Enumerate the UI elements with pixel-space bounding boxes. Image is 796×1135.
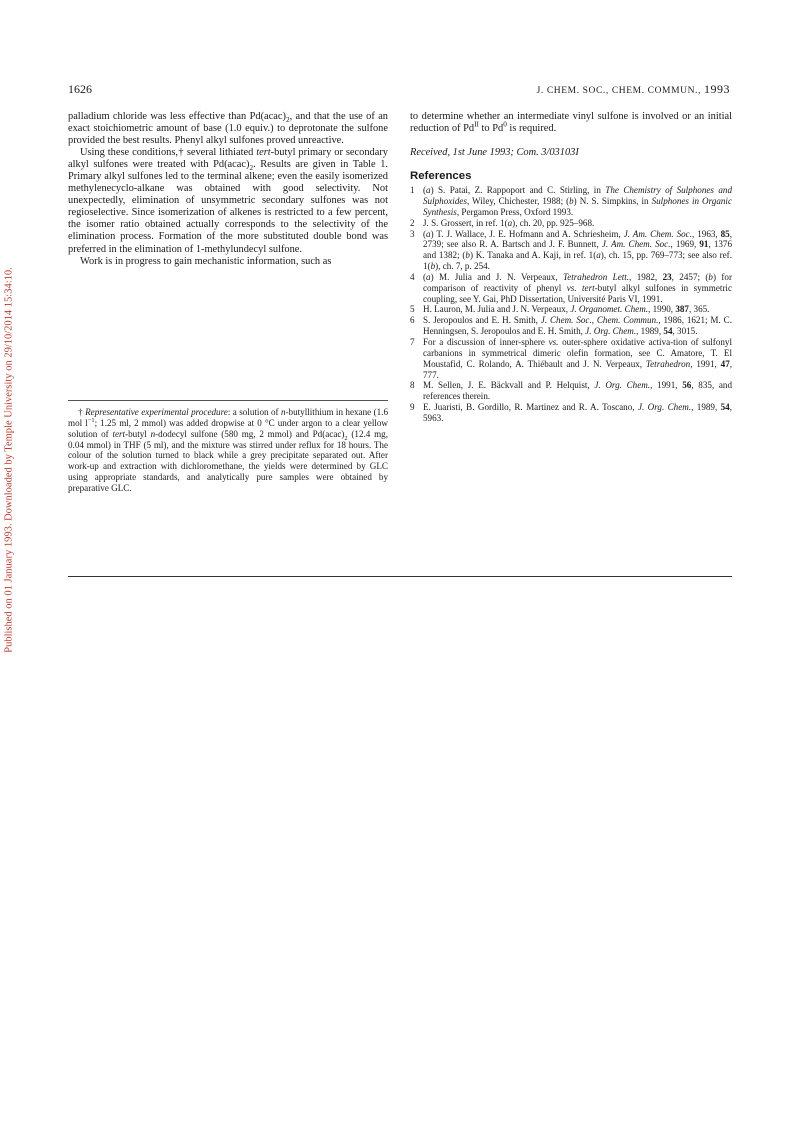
page-number: 1626: [68, 82, 92, 96]
footnote-experimental: † Representative experimental procedure: a solution of n-butyllithium in hexane (1.6 mol $l^{-1}$; 1.25 ml, 2 mmol) was added dropwise at 0 °C under argon to a clear yellow solution of tert-butyl n-dodecyl sulfone (580 mg, 2 mmol) and $Pd(acac)_2$ (12.4 mg, 0.04 mmol) in THF (5 ml), and the mixture was stirred under reflux for 18 hours. The colour of the solution turned to black while a grey precipitate separated out. After work-up and extraction with dichloromethane, the yields were determined by GLC using appropriate standards, and analytically pure samples were obtained by preparative GLC.: [68, 407, 388, 493]
references-list: [410, 185, 732, 424]
running-head: [537, 82, 730, 97]
download-watermark-text: Published on 01 January 1993. Downloaded by Temple University on 29/10/2014 15:34:10.: [3, 267, 15, 653]
references-heading: References: [410, 170, 472, 183]
reference-item: 2 J. S. Grossert, in ref. 1(a), ch. 20, pp. 925–968.: [410, 217, 595, 228]
reference-number: 2: [410, 217, 415, 228]
right-column: [410, 111, 732, 424]
reference-item: 4 (a) M. Julia and J. N. Verpeaux, Tetrahedron Lett., 1982, 23, 2457; (b) for comparison of reactivity of phenyl vs. tert-butyl alkyl sulfones in symmetric coupling, see Y. Gai, PhD Dissertation, Université Paris VI, 1991.: [410, 271, 732, 304]
paragraph-palladium-chloride: palladium chloride was less effective than $Pd(acac)_2$, and that the use of an exact stoichiometric amount of base (1.0 equiv.) to deprotonate the sulfone provided the best results. Phenyl alkyl sulfones proved unreactive.: [68, 111, 389, 147]
paragraph-work-in-progress: Work is in progress to gain mechanistic information, such as: [80, 255, 332, 267]
download-watermark: [2, 240, 16, 680]
reference-number: 1: [410, 185, 415, 196]
footnote-divider: [68, 400, 388, 401]
reference-number: 3: [410, 228, 415, 239]
page-bottom-rule: [68, 576, 732, 577]
reference-item: 6 S. Jeropoulos and E. H. Smith, J. Chem. Soc., Chem. Commun., 1986, 1621; M. C. Henningsen, S. Jeropoulos and E. H. Smith, J. Org. Chem., 1989, 54, 3015.: [410, 315, 732, 337]
reference-number: 7: [410, 337, 415, 347]
reference-number: 6: [410, 315, 415, 326]
reference-item: 8 M. Sellen, J. E. Bäckvall and P. Helquist, J. Org. Chem., 1991, 56, 835, and references therein.: [410, 380, 732, 402]
reference-number: 4: [410, 271, 415, 282]
reference-item: 9 E. Juaristi, B. Gordillo, R. Martinez and R. A. Toscano, J. Org. Chem., 1989, 54, 5963.: [410, 402, 732, 423]
reference-number: 8: [410, 380, 415, 391]
reference-number: 5: [410, 304, 415, 315]
journal-year: 1993: [704, 82, 730, 96]
reference-item: 3 (a) T. J. Wallace, J. E. Hofmann and A. Schriesheim, J. Am. Chem. Soc., 1963, 85, 2739; see also R. A. Bartsch and J. F. Bunnett, J. Am. Chem. Soc., 1969, 91, 1376 and 1382; (b) K. Tanaka and A. Kaji, in ref. 1(a), ch. 15, pp. 769–773; see also ref. 1(b), ch. 7, p. 254.: [410, 228, 733, 272]
left-column: [68, 111, 388, 268]
paragraph-vinyl-sulfone: to determine whether an intermediate vinyl sulfone is involved or an initial reduction of $Pd^{II}$ to Pd$^0$ is required.: [410, 111, 732, 135]
paragraph-results: Using these conditions,† several lithiated tert-butyl primary or secondary alkyl sulfones were treated with $Pd(acac)_2$. Results are given in Table 1. Primary alkyl sulfones led to the terminal alkene; even the easily isomerized methylenecyclo-alkane was obtained with good selectivity. Not unexpectedly, elimination of unsymmetric secondary sulfones was not regioselective. Since isomerization of alkenes is restricted to a few percent, the isomer ratio obtained actually corresponds to the selectivity of the elimination process. Formation of the more substituted double bond was preferred in the elimination of 1-methylundecyl sulfone.: [68, 147, 389, 255]
reference-item: 5 H. Lauron, M. Julia and J. N. Verpeaux, J. Organomet. Chem., 1990, 387, 365.: [410, 304, 710, 315]
reference-number: 9: [410, 402, 415, 413]
received-date: Received, 1st June 1993; Com. 3/03103I: [410, 147, 579, 159]
reference-item: 1 (a) S. Patai, Z. Rappoport and C. Stirling, in The Chemistry of Sulphones and Sulphoxides, Wiley, Chichester, 1988; (b) N. S. Simpkins, in Sulphones in Organic Synthesis, Pergamon Press, Oxford 1993.: [410, 185, 732, 217]
journal-name: J. CHEM. SOC., CHEM. COMMUN.,: [536, 86, 702, 96]
reference-item: 7 For a discussion of inner-sphere vs. outer-sphere oxidative activa-tion of sulfonyl carbanions in symmetrical dimeric olefin formation, see C. Amatore, T. El Moustafid, C. Rolando, A. Thiébault and J. N. Verpeaux, Tetrahedron, 1991, 47, 777.: [410, 337, 733, 380]
